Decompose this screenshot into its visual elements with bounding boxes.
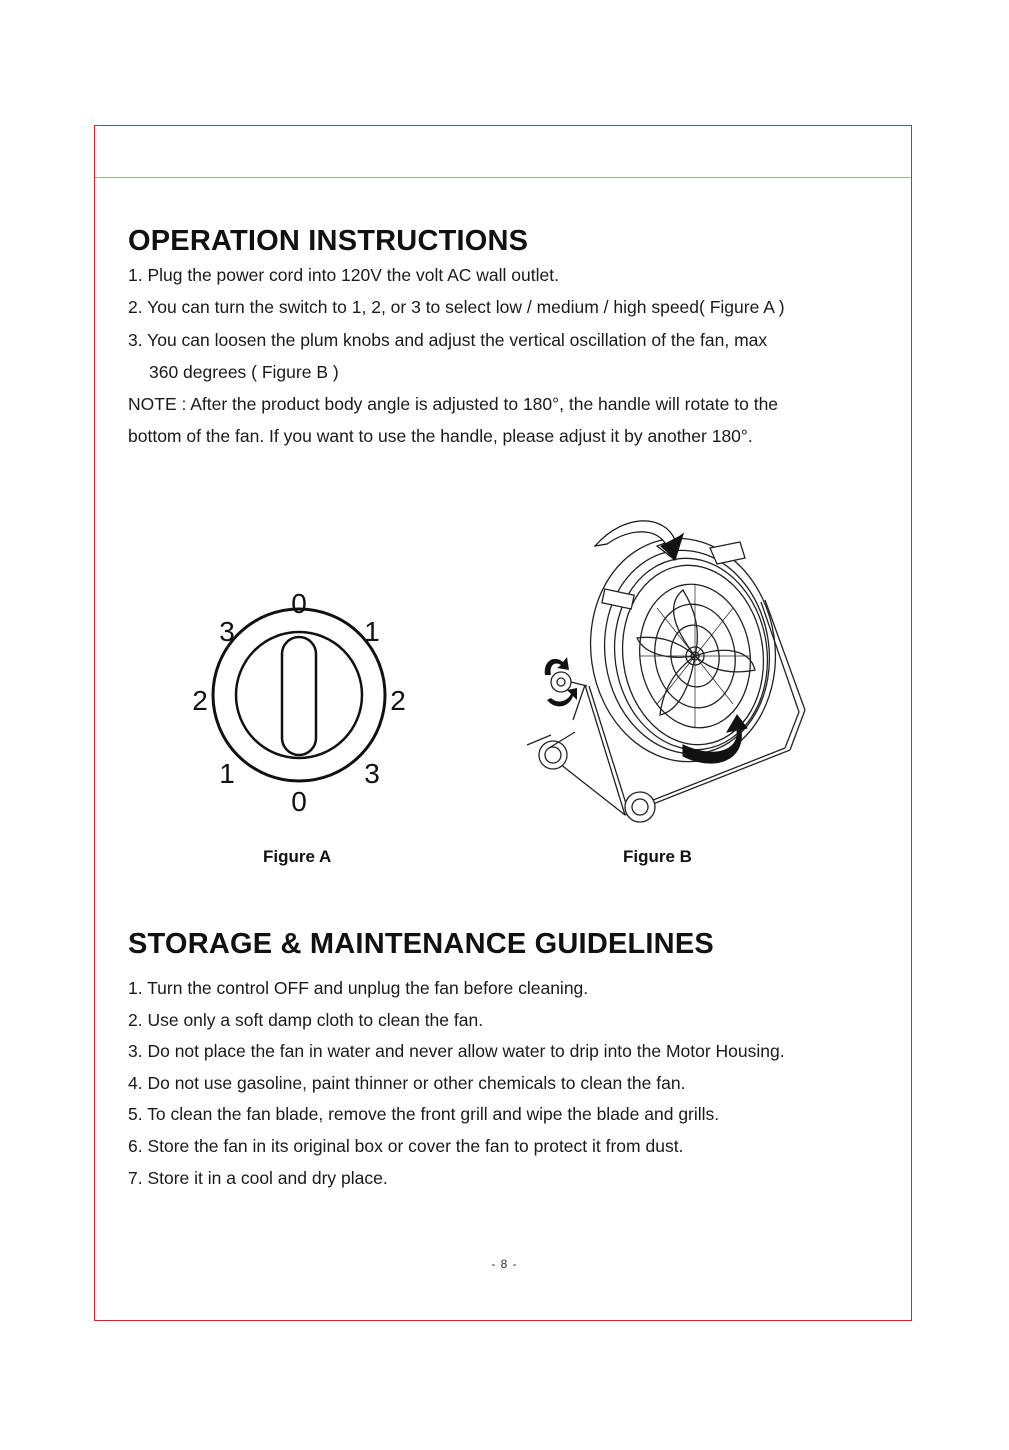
fan-blade-icon: [674, 590, 698, 656]
operation-heading: OPERATION INSTRUCTIONS: [128, 225, 529, 257]
dial-number-lower-right: 3: [364, 758, 380, 789]
dial-number-lower-left: 1: [219, 758, 235, 789]
figure-b-fan-illustration: [515, 510, 815, 840]
page-number: - 8 -: [491, 1257, 518, 1271]
header-divider: [95, 177, 911, 178]
dial-number-bottom: 0: [291, 786, 307, 817]
storage-line-3: 3. Do not place the fan in water and never allow water to drip into the Motor Housing.: [128, 1041, 785, 1061]
storage-line-1: 1. Turn the control OFF and unplug the fan before cleaning.: [128, 978, 589, 998]
storage-line-5: 5. To clean the fan blade, remove the front grill and wipe the blade and grills.: [128, 1104, 720, 1124]
operation-line-1: 1. Plug the power cord into 120V the volt AC wall outlet.: [128, 265, 559, 285]
storage-line-7: 7. Store it in a cool and dry place.: [128, 1168, 388, 1188]
operation-note-line-1: NOTE : After the product body angle is adjusted to 180°, the handle will rotate to the: [128, 394, 779, 414]
operation-line-2: 2. You can turn the switch to 1, 2, or 3 to select low / medium / high speed( Figure A ): [128, 297, 785, 317]
operation-line-3-cont: 360 degrees ( Figure B ): [149, 362, 339, 382]
dial-number-top: 0: [291, 588, 307, 619]
plum-knob-icon: [551, 672, 571, 692]
dial-number-upper-right: 1: [364, 616, 380, 647]
figure-a-dial: [180, 580, 420, 820]
dial-number-right: 2: [390, 685, 406, 716]
figure-a-label: Figure A: [263, 847, 332, 866]
dial-number-left: 2: [192, 685, 208, 716]
wheel-front-icon: [625, 792, 655, 822]
storage-line-6: 6. Store the fan in its original box or cover the fan to protect it from dust.: [128, 1136, 684, 1156]
fan-housing-icon: [576, 526, 789, 773]
storage-line-4: 4. Do not use gasoline, paint thinner or other chemicals to clean the fan.: [128, 1073, 686, 1093]
operation-line-3: 3. You can loosen the plum knobs and adjust the vertical oscillation of the fan, max: [128, 330, 768, 350]
carry-handle-icon: [710, 542, 745, 564]
operation-note-line-2: bottom of the fan. If you want to use the handle, please adjust it by another 180°.: [128, 426, 753, 446]
rotate-arrow-bottom-icon: [683, 715, 747, 763]
figure-b-label: Figure B: [623, 847, 692, 866]
storage-heading: STORAGE & MAINTENANCE GUIDELINES: [128, 928, 714, 960]
dial-knob: [282, 637, 316, 755]
storage-line-2: 2. Use only a soft damp cloth to clean the fan.: [128, 1010, 484, 1030]
dial-number-upper-left: 3: [219, 616, 235, 647]
